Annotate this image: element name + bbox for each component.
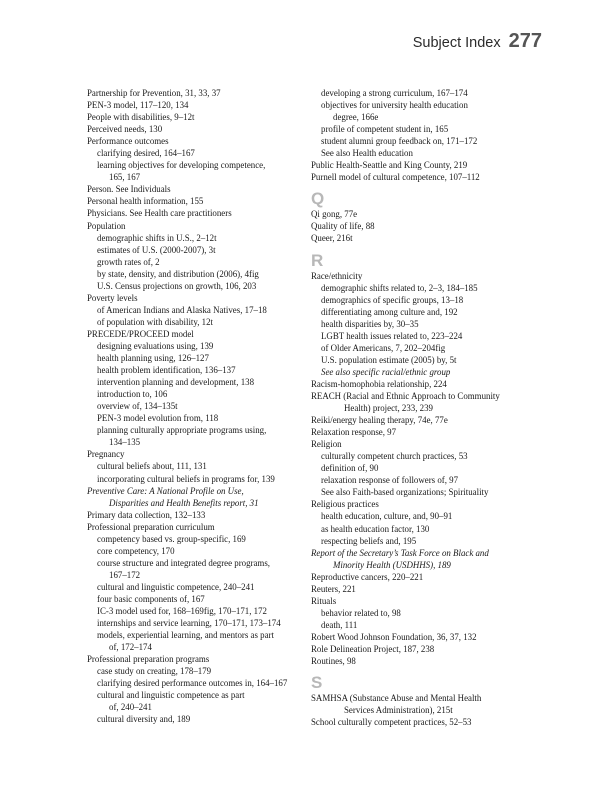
index-entry: Perceived needs, 130 <box>87 124 163 135</box>
index-subentry: Minority Health (USDHHS), 189 <box>333 559 451 570</box>
index-subentry: health disparities by, 30–35 <box>321 318 419 329</box>
index-subentry: designing evaluations using, 139 <box>97 340 214 351</box>
index-subentry: PEN-3 model evolution from, 118 <box>97 413 219 424</box>
index-subentry: IC-3 model used for, 168–169fig, 170–171, 172 <box>97 606 267 617</box>
index-entry: Role Delineation Project, 187, 238 <box>311 643 435 654</box>
index-subentry: culturally competent church practices, 53 <box>321 451 468 462</box>
index-subentry: 165, 167 <box>109 172 141 183</box>
index-entry: Relaxation response, 97 <box>311 427 397 438</box>
index-subentry: definition of, 90 <box>321 463 379 474</box>
index-subentry: models, experiential learning, and mentors as part <box>97 630 274 641</box>
index-subentry: health education, culture, and, 90–91 <box>321 511 453 522</box>
index-subentry: health problem identification, 136–137 <box>97 365 236 376</box>
index-entry: People with disabilities, 9–12t <box>87 112 195 123</box>
index-subentry: clarifying desired, 164–167 <box>97 148 195 159</box>
index-subentry: of, 172–174 <box>109 642 152 653</box>
index-subentry: internships and service learning, 170–171, 173–174 <box>97 618 281 629</box>
index-subentry: profile of competent student in, 165 <box>321 124 449 135</box>
index-column-right <box>311 87 526 728</box>
index-subentry: demographics of specific groups, 13–18 <box>321 294 464 305</box>
index-subentry: health planning using, 126–127 <box>97 353 209 364</box>
index-entry: PEN-3 model, 117–120, 134 <box>87 100 189 111</box>
index-entry: Pregnancy <box>87 449 125 460</box>
index-subentry: incorporating cultural beliefs in programs for, 139 <box>97 473 275 484</box>
index-entry: Qi gong, 77e <box>311 209 358 220</box>
index-subentry: core competency, 170 <box>97 545 175 556</box>
index-entry: Robert Wood Johnson Foundation, 36, 37, 132 <box>311 631 477 642</box>
index-subentry: cultural and linguistic competence as part <box>97 690 245 701</box>
index-subentry: of, 240–241 <box>109 702 152 713</box>
page-number: 277 <box>508 30 542 52</box>
index-subentry: introduction to, 106 <box>97 389 168 400</box>
index-entry: Race/ethnicity <box>311 270 363 281</box>
index-entry: Reproductive cancers, 220–221 <box>311 571 424 582</box>
index-entry: Person. See Individuals <box>87 184 171 195</box>
index-subentry: growth rates of, 2 <box>97 256 160 267</box>
index-subentry: objectives for university health education <box>321 100 468 111</box>
index-subentry: intervention planning and development, 138 <box>97 377 255 388</box>
index-column-left <box>87 87 297 725</box>
index-subentry: U.S. Census projections on growth, 106, 203 <box>97 280 257 291</box>
index-subentry: 134–135 <box>109 437 141 448</box>
index-subentry: cultural diversity and, 189 <box>97 714 191 725</box>
index-subentry: planning culturally appropriate programs using, <box>97 425 267 436</box>
index-subentry: 167–172 <box>109 569 141 580</box>
index-subentry: student alumni group feedback on, 171–172 <box>321 136 478 147</box>
section-letter-r: R <box>311 250 324 270</box>
section-title: Subject Index <box>412 35 501 51</box>
index-subentry: Disparities and Health Benefits report, 31 <box>109 497 259 508</box>
index-subentry: case study on creating, 178–179 <box>97 666 212 677</box>
index-subentry: See also Health education <box>321 148 413 159</box>
index-entry: Reiki/energy healing therapy, 74e, 77e <box>311 415 448 426</box>
index-subentry: U.S. population estimate (2005) by, 5t <box>321 354 457 365</box>
index-subentry: See also Faith-based organizations; Spirituality <box>321 487 489 498</box>
section-letter-q: Q <box>311 189 325 209</box>
index-subentry: course structure and integrated degree programs, <box>97 557 270 568</box>
index-subentry: demographic shifts related to, 2–3, 184–185 <box>321 282 478 293</box>
index-subentry: respecting beliefs and, 195 <box>321 535 417 546</box>
index-subentry: Services Administration), 215t <box>344 705 453 716</box>
index-entry: Professional preparation curriculum <box>87 521 215 532</box>
index-entry: Racism-homophobia relationship, 224 <box>311 378 447 389</box>
index-entry: Routines, 98 <box>311 656 356 667</box>
running-head <box>413 30 542 53</box>
index-entry: Partnership for Prevention, 31, 33, 37 <box>87 88 221 98</box>
index-entry: Religious practices <box>311 499 379 510</box>
index-entry: Professional preparation programs <box>87 654 210 665</box>
index-subentry: overview of, 134–135t <box>97 401 178 412</box>
index-subentry: relaxation response of followers of, 97 <box>321 475 459 486</box>
index-entry: Queer, 216t <box>311 233 353 244</box>
index-entry: Rituals <box>311 595 337 606</box>
index-subentry: learning objectives for developing competence, <box>97 160 266 171</box>
index-subentry: by state, density, and distribution (2006), 4fig <box>97 268 259 279</box>
index-entry: Primary data collection, 132–133 <box>87 509 206 520</box>
index-subentry: cultural and linguistic competence, 240–241 <box>97 581 255 592</box>
index-subentry: of Older Americans, 7, 202–204fig <box>321 342 446 353</box>
index-subentry: as health education factor, 130 <box>321 523 430 534</box>
index-entry: Quality of life, 88 <box>311 221 375 232</box>
index-entry: REACH (Racial and Ethnic Approach to Community <box>311 390 500 401</box>
index-subentry: Health) project, 233, 239 <box>344 403 433 414</box>
index-subentry: developing a strong curriculum, 167–174 <box>321 88 468 98</box>
index-subentry: of population with disability, 12t <box>97 316 214 327</box>
index-entry: Preventive Care: A National Profile on Use, <box>87 485 244 496</box>
index-entry: Personal health information, 155 <box>87 196 204 207</box>
index-subentry: See also specific racial/ethnic group <box>321 366 451 377</box>
index-entry: Physicians. See Health care practitioners <box>87 208 232 219</box>
index-subentry: clarifying desired performance outcomes in, 164–167 <box>97 678 288 689</box>
index-entry: Poverty levels <box>87 292 138 303</box>
index-entry: Population <box>87 220 126 231</box>
index-subentry: death, 111 <box>321 619 358 630</box>
index-entry: PRECEDE/PROCEED model <box>87 328 194 339</box>
index-subentry: competency based vs. group-specific, 169 <box>97 533 246 544</box>
index-subentry: behavior related to, 98 <box>321 607 401 618</box>
index-entry: Reuters, 221 <box>311 583 356 594</box>
index-subentry: estimates of U.S. (2000-2007), 3t <box>97 244 216 255</box>
index-entry: Purnell model of cultural competence, 107–112 <box>311 172 480 183</box>
index-entry: Performance outcomes <box>87 136 169 147</box>
index-entry: Report of the Secretary’s Task Force on Black and <box>311 547 489 558</box>
index-subentry: degree, 166e <box>333 112 379 123</box>
index-entry: SAMHSA (Substance Abuse and Mental Health <box>311 693 482 704</box>
index-subentry: cultural beliefs about, 111, 131 <box>97 461 207 472</box>
index-entry: Public Health-Seattle and King County, 219 <box>311 160 468 171</box>
index-entry: School culturally competent practices, 52–53 <box>311 717 472 728</box>
index-subentry: LGBT health issues related to, 223–224 <box>321 330 463 341</box>
section-letter-s: S <box>311 673 323 693</box>
index-subentry: differentiating among culture and, 192 <box>321 306 458 317</box>
index-entry: Religion <box>311 439 342 450</box>
index-subentry: demographic shifts in U.S., 2–12t <box>97 232 217 243</box>
index-subentry: four basic components of, 167 <box>97 593 205 604</box>
index-subentry: of American Indians and Alaska Natives, 17–18 <box>97 304 267 315</box>
